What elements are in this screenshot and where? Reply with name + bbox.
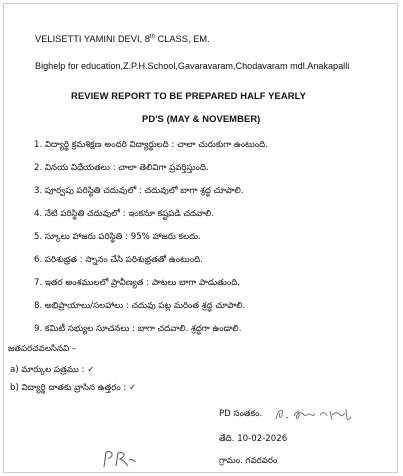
review-item: 9. కమిటీ సభ్యుల సూచనలు : బాగా చదవాలి. శ్రద్ధగా ఉండాలి.: [34, 324, 242, 334]
review-item: 7. ఇతర అంశములలో ప్రావీణ్యత : పాటలు బాగా పాడుతుంది.: [34, 278, 241, 288]
review-item: 1. విద్యార్థి క్రమశిక్షణ అందరి విద్యార్థులది : చాలా చురుకుగా ఉంటుంది.: [34, 140, 268, 150]
review-item: 2. వినయ విధేయతలు : చాలా తెలివిగా ప్రవర్తిస్తుంది.: [34, 163, 209, 173]
review-item: 3. పూర్వపు పరిస్థితి చదువులో : చదువులో బాగా శ్రద్ధ చూపాలి.: [34, 186, 244, 196]
pd-signature: [272, 403, 362, 425]
class-ordinal: th: [149, 33, 155, 40]
village-label: గ్రామం. గవరవరం: [219, 456, 278, 466]
review-item: 5. స్కూలు హాజరు పరిస్థితి : 95% హాజరు కలదు.: [34, 232, 201, 242]
attachment-item: b) విద్యార్థి దాతకు వ్రాసిన ఉత్తరం : ✓: [10, 383, 137, 393]
report-title: REVIEW REPORT TO BE PREPARED HALF YEARLY: [71, 90, 306, 101]
class-info: CLASS, EM.: [154, 34, 210, 44]
student-name: VELISETTI YAMINI DEVI, 8: [35, 34, 150, 44]
date-label: తేది. 10-02-2026: [219, 434, 288, 444]
student-line: [35, 35, 210, 44]
review-item: 8. అభిప్రాయాలు/సలహాలు : చదువు పట్ల మరింత శ్రద్ధ చూపాలి.: [34, 301, 246, 311]
student-signature: [100, 448, 140, 470]
report-subtitle: PD'S (MAY & NOVEMBER): [142, 113, 261, 124]
report-page: [3, 3, 398, 473]
attachment-item: a) మార్కుల పత్రము : ✓: [10, 365, 95, 375]
review-item: 4. నేటి పరిస్థితి చదువులో : ఇంకనూ కష్టపడి చదవాలి.: [34, 209, 215, 219]
review-item: 6. పరిశుభ్రత : స్నానం చేసి పరిశుభ్రతతో ఉంటుంది.: [34, 255, 203, 265]
attachments-label: జతపరచవలసినవి –: [8, 344, 77, 354]
school-line: Bighelp for education,Z.P.H.School,Gavaravaram,Chodavaram mdl.Anakapalli: [35, 61, 350, 71]
pd-signature-label: PD సంతకం.: [219, 409, 263, 419]
